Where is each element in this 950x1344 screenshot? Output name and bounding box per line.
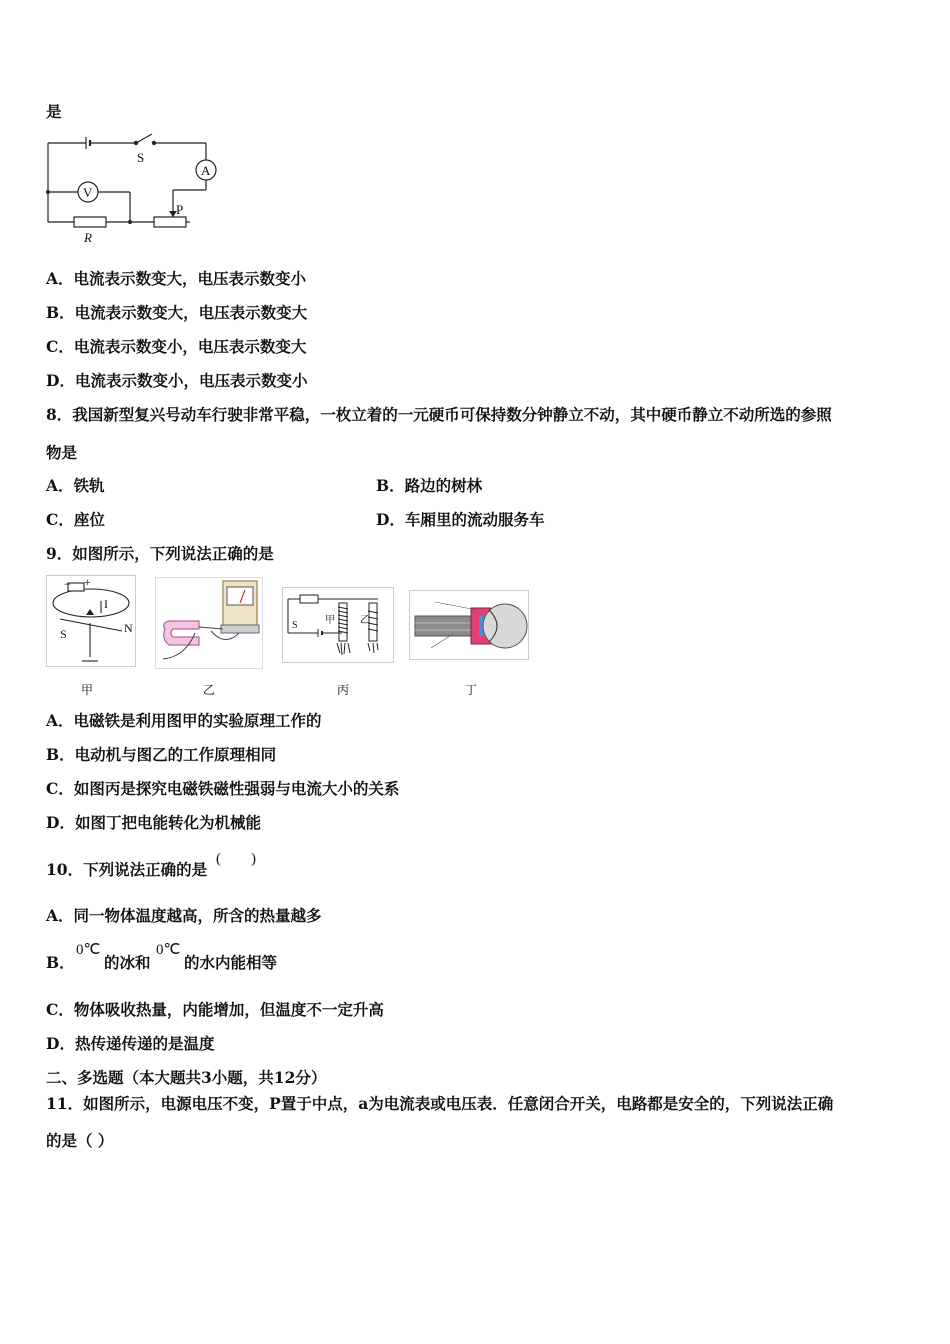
q9-stem: 9．如图所示，下列说法正确的是 — [46, 544, 274, 563]
q7-option-d: D．电流表示数变小，电压表示数变小 — [46, 371, 308, 390]
plus-label: + — [84, 575, 91, 589]
q7-option-a: A．电流表示数变大，电压表示数变小 — [46, 269, 307, 288]
q9-option-a: A．电磁铁是利用图甲的实验原理工作的 — [46, 711, 322, 730]
q10-option-b-suffix: 的水内能相等 — [184, 953, 278, 972]
voltmeter-label: V — [83, 185, 93, 200]
q10-option-b-prefix: B． — [46, 953, 75, 972]
south-label: S — [60, 627, 67, 641]
ammeter-label: A — [201, 163, 211, 178]
fig-yi-svg — [155, 577, 263, 669]
q10-option-d: D．热传递传递的是温度 — [46, 1034, 215, 1053]
north-label: N — [124, 621, 133, 635]
q9-option-c: C．如图丙是探究电磁铁磁性强弱与电流大小的关系 — [46, 779, 400, 798]
q11-stem-line2: 的是（ ） — [46, 1131, 114, 1150]
q9-option-d: D．如图丁把电能转化为机械能 — [46, 813, 261, 832]
q10-option-b-mid: 的冰和 — [104, 953, 151, 972]
q10-stem: 10．下列说法正确的是 — [46, 860, 208, 879]
q9-figure-jia — [46, 575, 136, 667]
bing-right-coil-label: 乙 — [360, 615, 370, 626]
fig-jia-svg — [46, 575, 136, 667]
bing-left-coil-label: 甲 — [325, 615, 335, 626]
q9-figure-ding — [409, 590, 529, 660]
q7-circuit-svg — [40, 130, 230, 250]
q10-option-a: A．同一物体温度越高，所含的热量越多 — [46, 906, 322, 925]
q8-option-c: C．座位 — [46, 510, 105, 529]
caption-jia: 甲 — [81, 683, 94, 697]
fig-ding-svg — [409, 590, 529, 660]
slider-label: P — [176, 202, 184, 217]
q9-option-b: B．电动机与图乙的工作原理相同 — [46, 745, 277, 764]
bing-switch-label: S — [292, 620, 298, 631]
switch-label: S — [137, 150, 145, 165]
caption-yi: 乙 — [203, 683, 216, 697]
q9-figure-bing — [282, 587, 394, 663]
q10-option-b-temp-ice: 0℃ — [76, 942, 101, 958]
q7-option-c: C．电流表示数变小，电压表示数变大 — [46, 337, 307, 356]
q10-option-b-temp-water: 0℃ — [156, 942, 181, 958]
q9-figure-yi — [155, 577, 263, 669]
resistor-label: R — [84, 230, 92, 245]
section2-heading: 二、多选题（本大题共3小题，共12分） — [46, 1068, 327, 1087]
q8-option-a: A．铁轨 — [46, 476, 105, 495]
q8-option-d: D．车厢里的流动服务车 — [376, 510, 545, 529]
q10-answer-bracket: ( ) — [216, 851, 256, 867]
q7-option-b: B．电流表示数变大，电压表示数变大 — [46, 303, 308, 322]
caption-bing: 丙 — [337, 683, 350, 697]
q8-option-b: B．路边的树林 — [376, 476, 483, 495]
q8-stem-line1: 8．我国新型复兴号动车行驶非常平稳，一枚立着的一元硬币可保持数分钟静立不动，其中硬币静立不动所选的参照 — [46, 405, 832, 424]
caption-ding: 丁 — [465, 683, 478, 697]
q10-option-c: C．物体吸收热量，内能增加，但温度不一定升高 — [46, 1000, 384, 1019]
q7-intro: 是 — [46, 102, 62, 121]
q8-stem-line2: 物是 — [46, 443, 78, 462]
current-label: I — [104, 597, 108, 611]
fig-bing-svg — [282, 587, 394, 663]
q11-stem-line1: 11．如图所示，电源电压不变，P置于中点，a为电流表或电压表．任意闭合开关，电路都是安全的，下列说法正确 — [46, 1094, 834, 1113]
q7-circuit-diagram — [40, 130, 230, 250]
minus-label: − — [64, 577, 71, 591]
